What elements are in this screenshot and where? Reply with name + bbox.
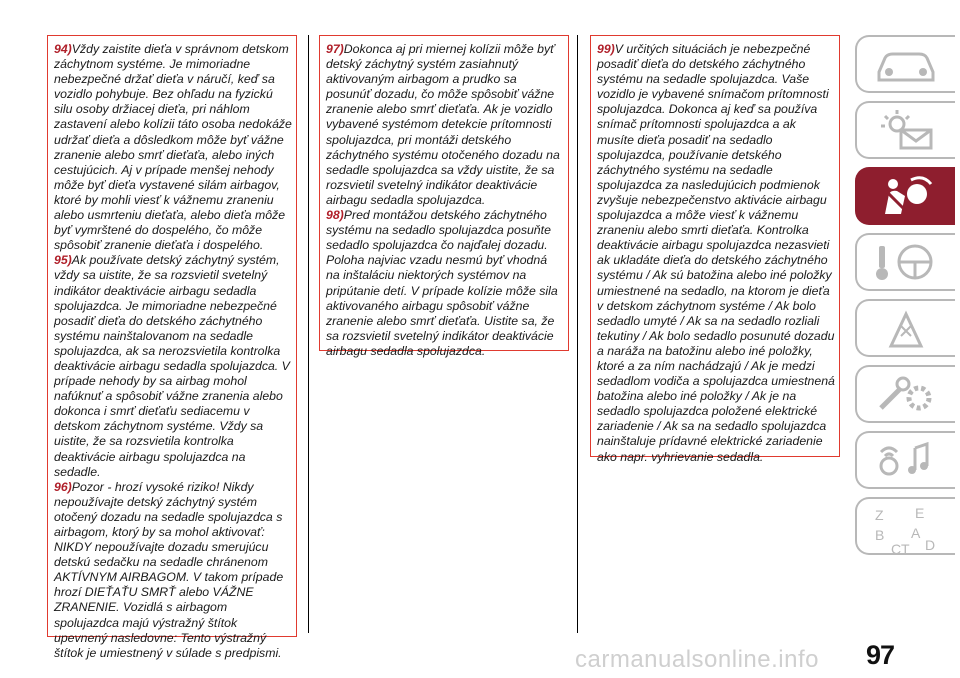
warning-number: 96) <box>54 479 72 494</box>
car-dashboard-icon <box>871 42 941 86</box>
warning-paragraph <box>54 42 292 253</box>
warning-text: Pred montážou detského záchytného systému na sedadlo spolujazdca posuňte sedadlo spolujazdca čo najďalej dozadu. Poloha najviac vzadu nesmú byť vhodná na inštaláciu niektorých systémov na pripútanie detí. V prípade kolízie môže sila aktivovaného airbagu spôsobiť vážne zranenie alebo smrť dieťaťa. Uistite sa, že sa rozsvietil svetelný indikátor deaktivácie airbagu sedadla spolujazdca. <box>326 208 558 358</box>
warning-number: 99) <box>597 42 615 56</box>
warning-number: 94) <box>54 42 72 56</box>
warning-text: V určitých situáciách je nebezpečné posadiť dieťa do detského záchytného systému na sedadle spolujazdca. Vaše vozidlo je vybavené snímačom prítomnosti spolujazdca. Dokonca aj keď sa používa snímač prítomnosti spolujazdca a ak musíte dieťa posadiť na sedadlo spolujazdca, používanie detského záchytného systému na sedadle spolujazdca za nasledujúcich podmienok zvyšuje nebezpečenstvo aktivácie airbagu spolujazdca a môže viesť k vážnemu zraneniu alebo smrti dieťaťa. Kontrolka deaktivácie airbagu spolujazdca nezasvieti ak ukladáte dieťa do detského záchytného systému / Ak sú batožina alebo iné položky umiestnené na sedadlo, na ktorom je dieťa v detskom záchytnom systéme / Ak bolo sedadlo umyté / Ak sa na sedadlo rozliali tekutiny / Ak bolo sedadlo posunuté dozadu a naráža na batožinu alebo iné položky, ktoré a za ním nachádzajú / Ak je medzi sedadlom vodiča a spolujazdca umiestnená batožina alebo iné položky / Ak je na sedadlo spolujazdca položené elektrické zariadenie / Ak sa na sedadlo spolujazdca nainštaluje prídavné elektrické zariadenie ako napr. vyhrievanie sedadla. <box>597 42 835 464</box>
warning-text: Ak používate detský záchytný systém, vždy sa uistite, že sa rozsvietil svetelný indikátor deaktivácie airbagu sedadla spolujazdca. Je mimoriadne nebezpečné posadiť dieťa do detského záchytného systému nainštalovanom na sedadle spolujazdca, ak sa nerozsvietila kontrolka deaktivácie airbagu sedadla spolujazdca. V prípade nehody by sa airbag mohol nafúknuť a spôsobiť vážne zranenia alebo dokonca i smrť dieťaťu sediacemu v detskom záchytnom systéme. Vždy sa uistite, že sa rozsvietila kontrolka deaktivácie airbagu spolujazdca na sedadle. <box>54 253 290 479</box>
warning-number: 95) <box>54 253 72 268</box>
watermark-text: carmanualsonline.info <box>575 646 819 673</box>
column-divider <box>577 35 578 633</box>
key-steering-wheel-icon <box>871 240 941 284</box>
svg-text:C: C <box>891 541 902 556</box>
tab-multimedia[interactable] <box>855 431 955 489</box>
alphabetical-index-icon <box>871 504 941 556</box>
warning-number: 97) <box>326 42 344 56</box>
warning-text: Vždy zaistite dieťa v správnom detskom záchytnom systéme. Je mimoriadne nebezpečné držať dieťa v náručí, keď sa vozidlo pohybuje. Bez ohľadu na fyzickú silu osoby držiacej dieťa, pri náhlom zastavení alebo kolízii táto osoba nedokáže udržať dieťa a dôsledkom môže byť vážne zranenie alebo smrť dieťaťa, alebo iných cestujúcich. Aj v prípade menšej nehody môže byť dieťa vystavené silám airbagov, ktoré by mohli viesť k vážnemu zraneniu alebo usmrteniu dieťaťa, alebo dieťa môže byť vymrštené do dospelého, čo môže spôsobiť zranenie dieťaťa i dospelého. <box>54 42 292 253</box>
svg-text:B: B <box>875 527 885 543</box>
column-divider <box>308 35 309 633</box>
svg-text:D: D <box>925 537 936 553</box>
warning-paragraph <box>597 42 835 465</box>
warning-text: Dokonca aj pri miernej kolízii môže byť detský záchytný systém zasiahnutý aktivovaným airbagom a prudko sa posunúť dozadu, čo môže spôsobiť vážne zranenie alebo smrť dieťaťa. Ak je vozidlo vybavené systémom detekcie prítomnosti spolujazdca, pri montáži detského záchytného systému otočeného dozadu na sedadle spolujazdca sa vždy uistite, že sa rozsvietil svetelný indikátor deaktivácie airbagu sedadla spolujazdca. <box>326 42 560 207</box>
seatbelt-airbag-icon <box>871 174 941 218</box>
warning-paragraph <box>54 253 292 479</box>
warning-box-column-2 <box>319 35 569 358</box>
tab-car-dashboard[interactable] <box>855 35 955 93</box>
warning-paragraph <box>326 208 564 359</box>
wrench-gear-icon <box>871 372 941 416</box>
multimedia-icon <box>871 438 941 482</box>
tab-emergency[interactable] <box>855 299 955 357</box>
warning-triangle-icon <box>871 306 941 350</box>
warning-lights-icon <box>871 108 941 152</box>
warning-paragraph <box>326 42 564 208</box>
svg-text:T: T <box>901 541 910 556</box>
warning-paragraph <box>54 480 292 661</box>
svg-text:Z: Z <box>875 507 884 523</box>
tab-safety[interactable] <box>855 167 955 225</box>
svg-text:A: A <box>911 525 921 541</box>
warning-box-column-3 <box>590 35 840 464</box>
warning-box-column-1 <box>47 35 297 660</box>
tab-maintenance[interactable] <box>855 365 955 423</box>
tab-index[interactable] <box>855 497 955 555</box>
warning-number: 98) <box>326 208 344 223</box>
tab-starting-driving[interactable] <box>855 233 955 291</box>
warning-text: Pozor - hrozí vysoké riziko! Nikdy nepoužívajte detský záchytný systém otočený dozadu na sedadle spolujazdca s airbagom, ktorý by sa mohol aktivovať: NIKDY nepoužívajte dozadu smerujúcu detskú sedačku na sedadle chránenom AKTÍVNYM AIRBAGOM. V takom prípade hrozí DIEŤAŤU SMRŤ alebo VÁŽNE ZRANENIE. Vozidlá s airbagom spolujazdca majú výstražný štítok upevnený nasledovne: Tento výstražný štítok je umiestnený v súlade s predpismi. <box>54 479 284 660</box>
svg-text:E: E <box>915 505 925 521</box>
page-number: 97 <box>866 640 895 670</box>
tab-warning-lights[interactable] <box>855 101 955 159</box>
